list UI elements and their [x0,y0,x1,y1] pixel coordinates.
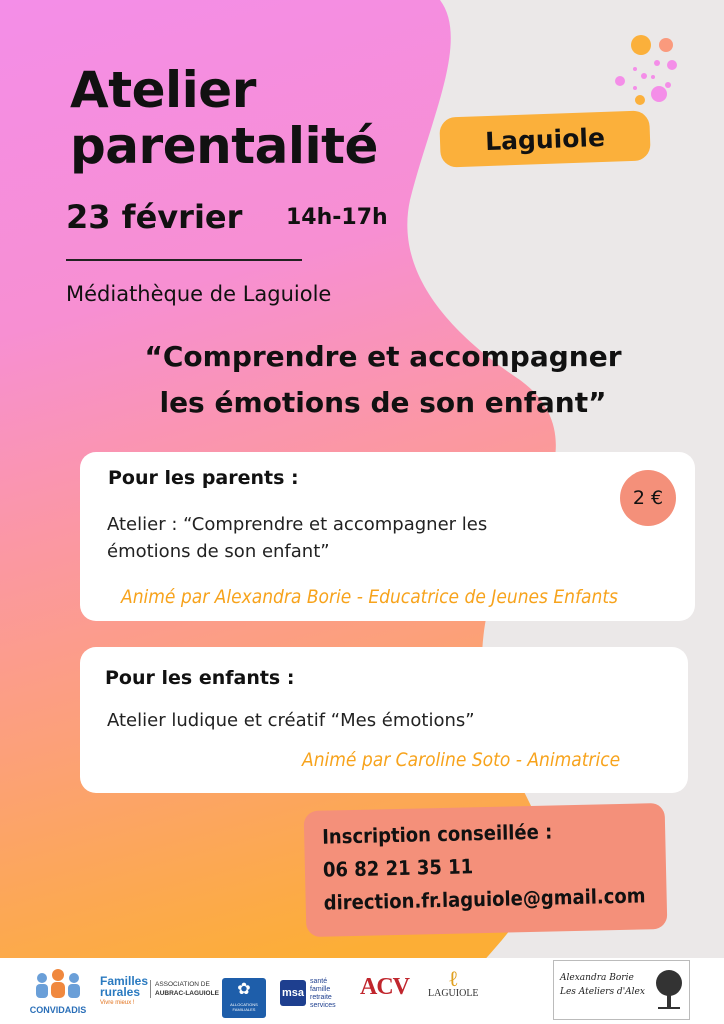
location-tag: Laguiole [439,110,651,167]
children-card [80,647,688,793]
quote-line-1: “Comprendre et accompagner [144,340,622,373]
laguiole-emblem-icon: ℓ [448,966,459,991]
inscription-phone[interactable]: 06 82 21 35 11 [322,854,474,882]
title-line-2: parentalité [70,117,378,175]
children-animator: Animé par Caroline Soto - Animatrice [302,749,621,771]
parents-animator: Animé par Alexandra Borie - Educatrice de Jeunes Enfants [121,586,618,608]
quote-line-2: les émotions de son enfant” [159,386,607,419]
event-date: 23 février [66,198,243,236]
price-badge: 2 € [620,470,676,526]
inscription-email[interactable]: direction.fr.laguiole@gmail.com [323,883,646,915]
parents-card [80,452,695,621]
msa-text: santé famille retraite services [310,978,336,1009]
children-description: Atelier ludique et créatif “Mes émotions” [107,710,475,731]
page-title [70,62,378,174]
event-time: 14h-17h [286,205,388,230]
divider [66,259,302,261]
title-line-1: Atelier [70,61,256,119]
parents-heading: Pour les parents : [108,467,299,489]
caf-logo: ✿ ALLOCATIONS FAMILIALES [222,978,266,1018]
dots-decoration [600,28,690,113]
partner-logos [0,958,724,1024]
people-icon [28,966,88,1000]
inscription-box [304,803,668,937]
caf-emblem-icon: ✿ [237,981,251,998]
venue: Médiathèque de Laguiole [66,282,332,306]
parents-desc-line-2: émotions de son enfant” [107,541,330,562]
convidadis-text: CONVIDADIS [29,1005,87,1015]
acv-logo: ACV [360,974,409,1000]
msa-logo: msa [280,980,306,1006]
laguiole-logo: ℓ LAGUIOLE [428,966,479,999]
convidadis-logo [28,966,88,1020]
parents-description [107,511,487,565]
workshop-quote [0,334,724,426]
association-logo: ASSOCIATION DE AUBRAC-LAGUIOLE [150,980,225,998]
children-heading: Pour les enfants : [105,667,295,689]
ateliers-alex-logo: Alexandra Borie Les Ateliers d'Alex [553,960,690,1020]
familles-rurales-logo: Familles rurales Vivre mieux ! [100,974,149,1006]
parents-desc-line-1: Atelier : “Comprendre et accompagner les [107,514,488,535]
inscription-label: Inscription conseillée : [321,819,553,849]
tree-icon [652,969,686,1011]
